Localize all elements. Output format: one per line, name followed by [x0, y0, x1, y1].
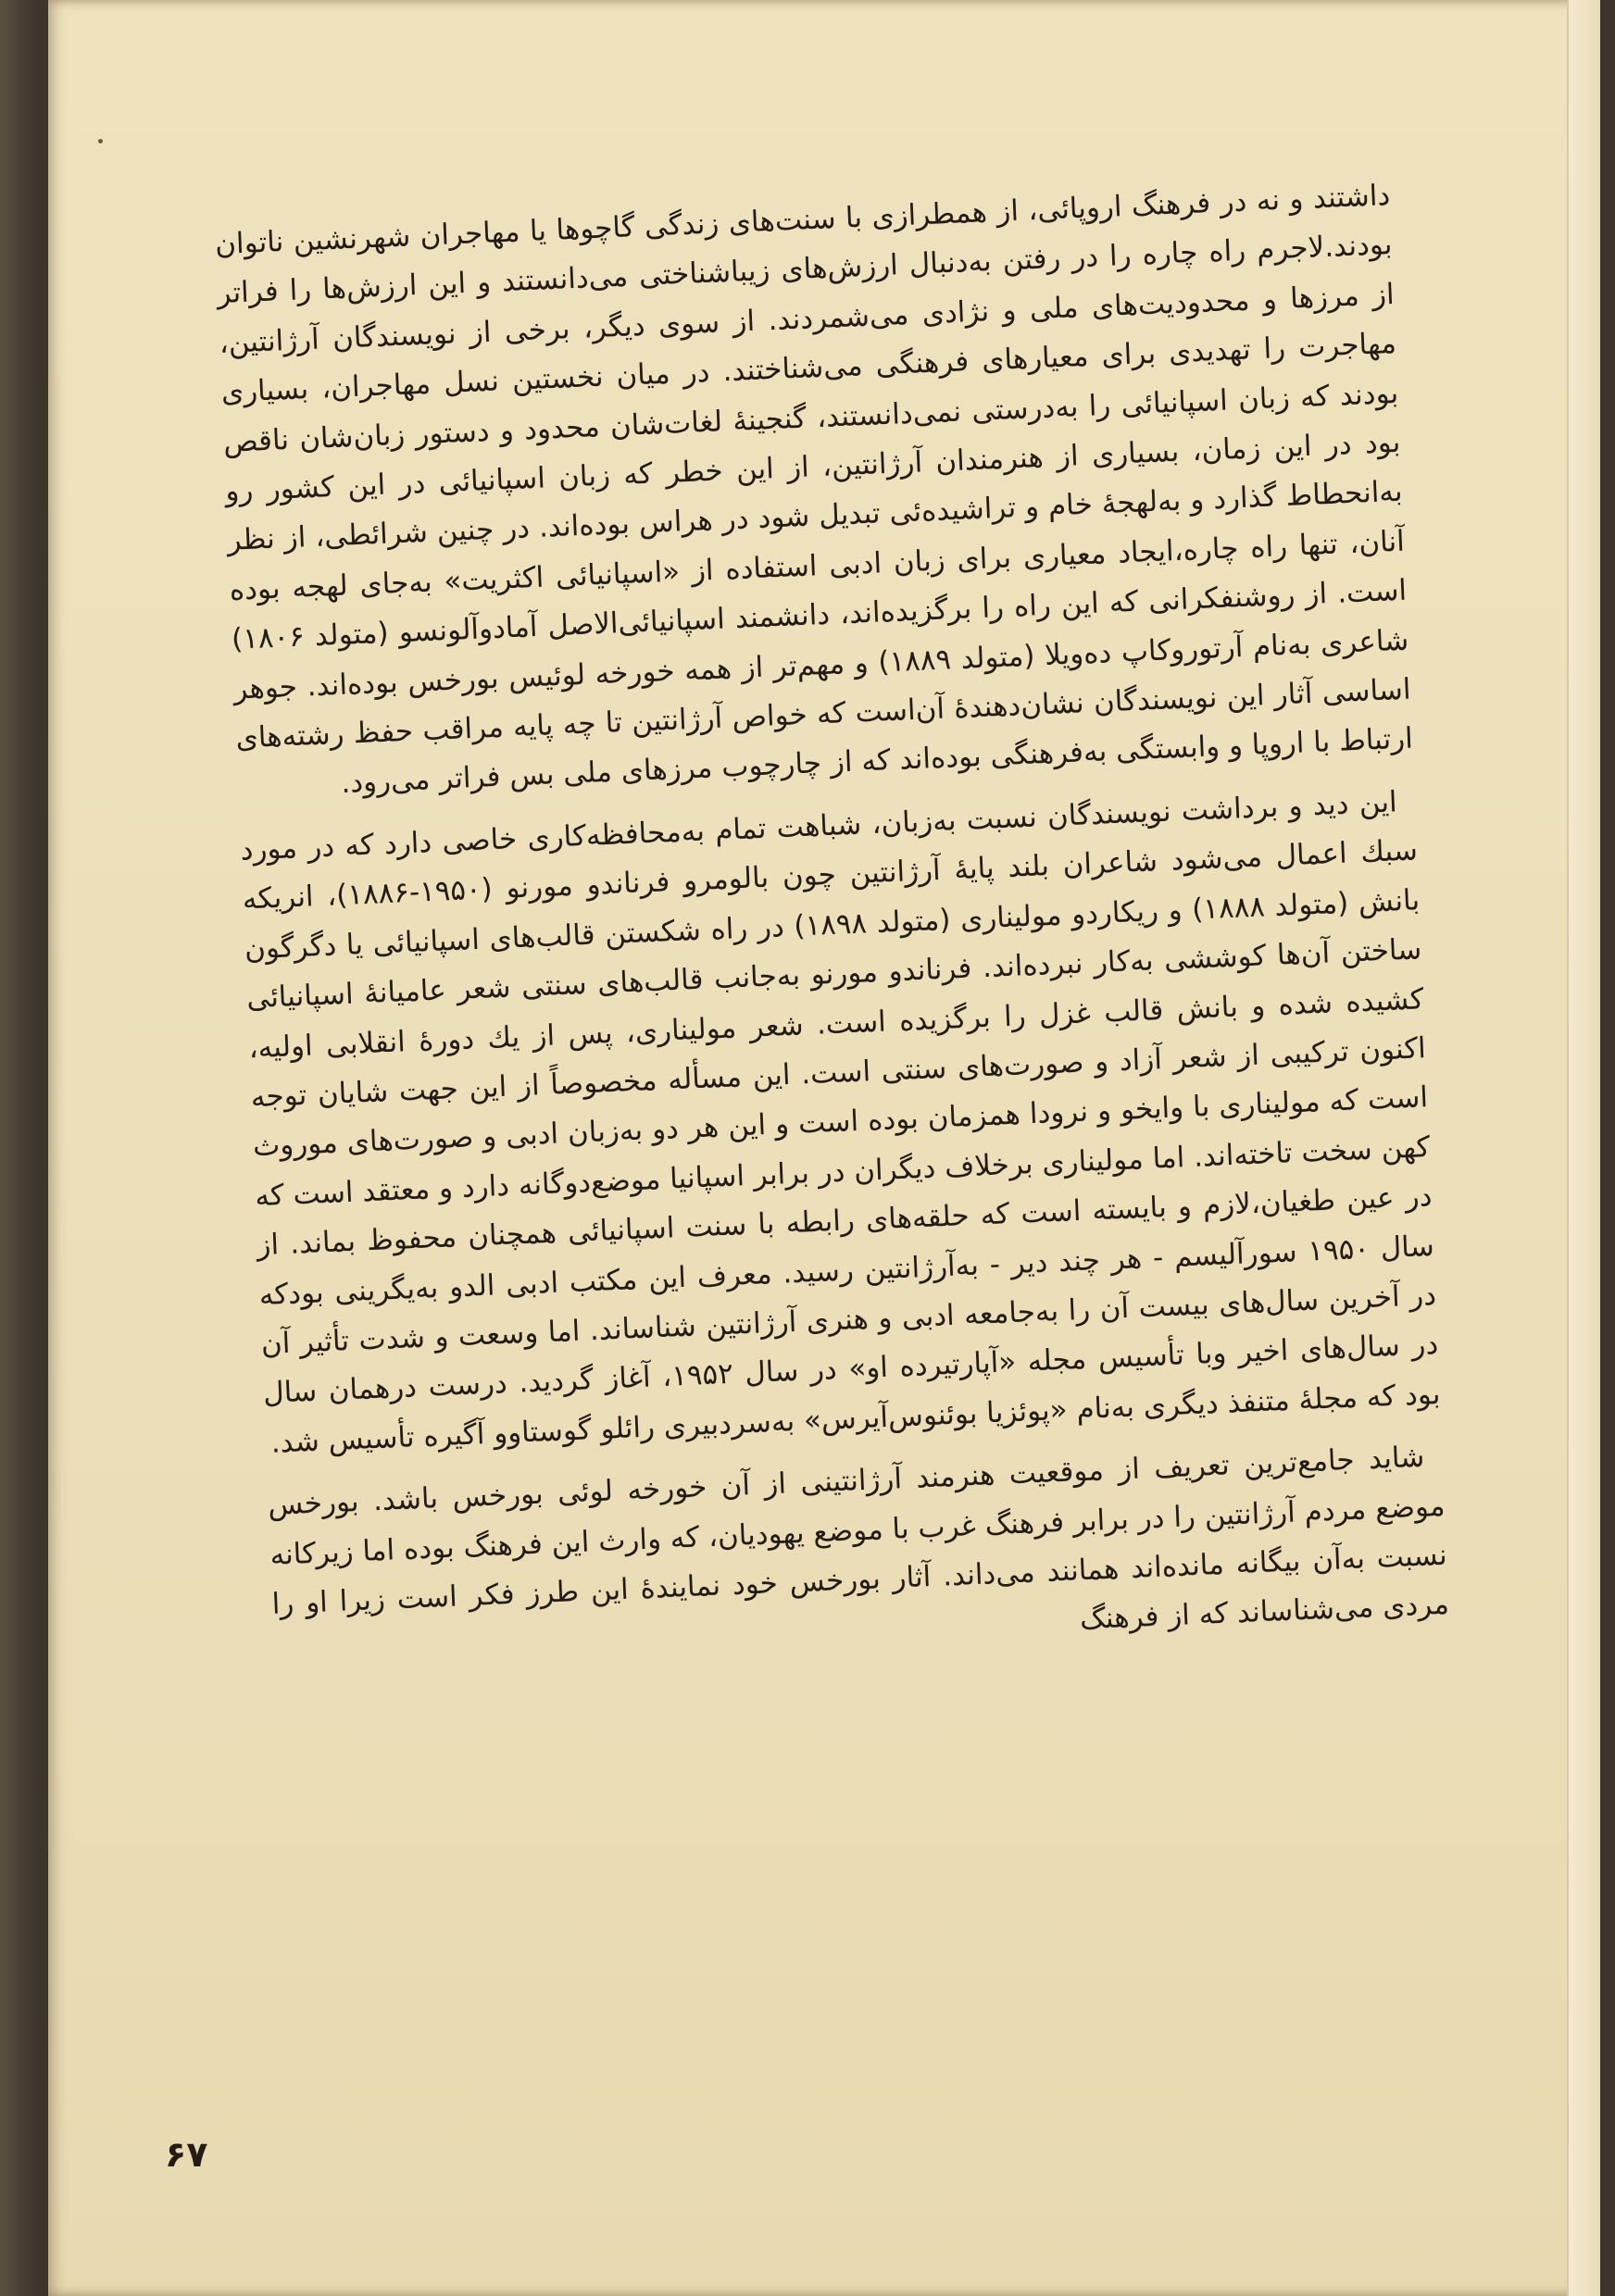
paragraph-2: این دید و برداشت نویسندگان نسبت به‌زبان، شباهت تمام به‌محافظه‌کاری خاصی دارد که در مورد سبك اعمال می‌شود شاعران بلند پایهٔ آرژانتین چون بالومرو فرناندو مورنو (۱۹۵۰-۱۸۸۶)، انریکه بانش (متولد ۱۸۸۸) و ریکاردو مولیناری (متولد ۱۸۹۸) در راه شکستن قالب‌های اسپانیائی یا دگرگون ساختن آن‌ها کوششی به‌کار نبرده‌اند. فرناندو مورنو به‌جانب قالب‌های سنتی شعر عامیانهٔ اسپانیائی کشیده شده و بانش قالب غزل را برگزیده است. شعر مولیناری، پس از یك دورهٔ انقلابی اولیه، اکنون ترکیبی از شعر آزاد و صورت‌های سنتی است. این مسأله مخصوصاً از این جهت شایان توجه است که مولیناری با وایخو و نرودا همزمان بوده است و این هر دو به‌زبان ادبی و صورت‌های موروث کهن سخت تاخته‌اند. اما مولیناری برخلاف دیگران در برابر اسپانیا موضع‌دوگانه دارد و معتقد است که در عین طغیان،لازم و بایسته است که حلقه‌های رابطه با سنت اسپانیائی همچنان محفوظ بماند. از سال ۱۹۵۰ سورآلیسم - هر چند دیر - به‌آرژانتین رسید. معرف این مکتب ادبی الدو به‌یگرینی بودکه در آخرین سال‌های بیست آن را به‌جامعه ادبی و هنری آرژانتین شناساند. اما وسعت و شدت تأثیر آن در سال‌های اخیر وبا تأسیس مجله «آپارتیرده او» در سال ۱۹۵۲، آغاز گردید. درست درهمان سال بود که مجلهٔ متنفذ دیگری به‌نام «پوئزیا بوئنوس‌آیرس» به‌سردبیری رائلو گوستاوو آگیره تأسیس شد. [239, 785, 1442, 1460]
page-number: ۶۷ [165, 2134, 208, 2175]
paragraph-1: داشتند و نه در فرهنگ اروپائی، از همطرازی با سنت‌های زندگی گاچوها یا مهاجران شهرنشین ناتوان بودند.لاجرم راه چاره را در رفتن به‌دنبال ارزش‌های زیباشناختی می‌دانستند و این ارزش‌ها را فراتر از مرزها و محدودیت‌های ملی و نژادی می‌شمردند. از سوی دیگر، برخی از نویسندگان آرژانتین، مهاجرت را تهدیدی برای معیارهای فرهنگی می‌شناختند. در میان نخستین نسل مهاجران، بسیاری بودند که زبان اسپانیائی را به‌درستی نمی‌دانستند، گنجینهٔ لغات‌شان محدود و دستور زبان‌شان ناقص بود در این زمان، بسیاری از هنرمندان آرژانتین، از این خطر که زبان اسپانیائی در این کشور رو به‌انحطاط گذارد و به‌لهجهٔ خام و تراشیده‌ئی تبدیل شود در هراس بوده‌اند. در چنین شرائطی، از نظر آنان، تنها راه چاره،ایجاد معیاری برای زبان ادبی استفاده از «اسپانیائی اکثریت» به‌جای لهجه بوده است. از روشنفکرانی که این راه را برگزیده‌اند، دانشمند اسپانیائی‌الاصل آمادوآلونسو (متولد ۱۸۰۶) شاعری به‌نام آرتوروکاپ ده‌ویلا (متولد ۱۸۸۹) و مهم‌تر از همه خورخه لوئیس بورخس بوده‌اند. جوهر اساسی آثار این نویسندگان نشان‌دهندهٔ آن‌است که خواص آرژانتین تا چه پایه مراقب حفظ رشته‌های ارتباط با اروپا و وابستگی به‌فرهنگی بوده‌اند که از چارچوب مرزهای ملی بس فراتر می‌رود. [214, 178, 1414, 801]
body-text [214, 171, 1451, 1692]
paper-speck [98, 139, 103, 144]
paragraph-3: شاید جامع‌ترین تعریف از موقعیت هنرمند آرژانتینی از آن خورخه لوئی بورخس باشد. بورخس موضع مردم آرژانتین را در برابر فرهنگ غرب با موضع یهودیان، که وارث این فرهنگ بوده اما زیرکانه نسبت به‌آن بیگانه مانده‌اند همانند می‌داند. آثار بورخس خود نمایندهٔ این طرز فکر است زیرا او را مردی می‌شناساند که از فرهنگ [267, 1440, 1450, 1637]
page-edge-strip [1567, 0, 1600, 2296]
